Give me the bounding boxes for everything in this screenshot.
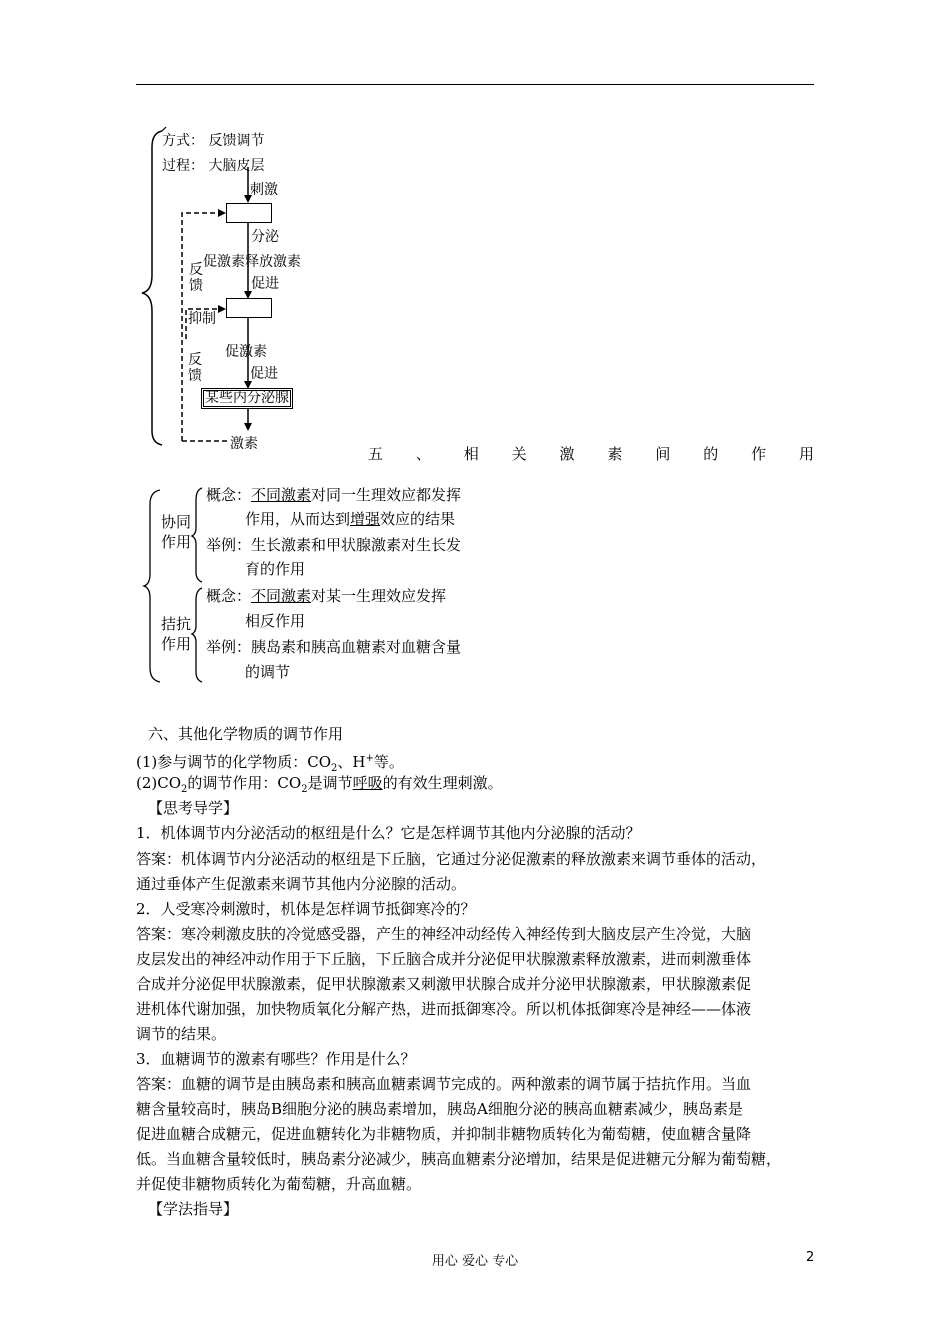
answer-2-line-1: 答案：寒冷刺激皮肤的冷觉感受器，产生的神经冲动经传入神经传到大脑皮层产生冷觉，大脑 — [136, 925, 752, 943]
synergy-concept-text-2b: 效应的结果 — [380, 510, 456, 528]
promote-label-1: 促进 — [251, 276, 279, 292]
antagonism-concept-line-1 — [206, 586, 446, 606]
item2-text-b: 的调节作用：CO — [187, 774, 302, 792]
question-1: 1．机体调节内分泌活动的枢纽是什么？它是怎样调节其他内分泌腺的活动？ — [136, 824, 641, 842]
synergy-label: 协同 作用 — [161, 513, 192, 551]
hypothalamus-box — [226, 203, 272, 223]
answer-1-line-1: 答案：机体调节内分泌活动的枢纽是下丘脑，它通过分泌促激素的释放激素来调节垂体的活动， — [136, 850, 767, 868]
answer-3-line-3: 促进血糖合成糖元，促进血糖转化为非糖物质，并抑制非糖物质转化为葡萄糖，使血糖含量降 — [136, 1125, 752, 1143]
synergy-example-line-2: 育的作用 — [245, 560, 306, 578]
answer-3-line-2: 糖含量较高时，胰岛B细胞分泌的胰岛素增加，胰岛A细胞分泌的胰高血糖素减少，胰岛素是 — [136, 1100, 743, 1118]
synergy-example-line-1: 举例：生长激素和甲状腺激素对生长发 — [206, 536, 462, 554]
header-rule — [136, 84, 814, 85]
concept-prefix: 概念： — [206, 587, 252, 605]
section-5-heading: 五、相关激素间的作用 — [368, 445, 814, 463]
item1-text-c: 等。 — [373, 753, 404, 771]
item2-underlined: 呼吸 — [352, 774, 383, 792]
item2-text-a: (2)CO — [136, 774, 182, 792]
question-2: 2．人受寒冷刺激时，机体是怎样调节抵御寒冷的？ — [136, 900, 476, 918]
synergy-concept-line-1 — [206, 485, 461, 505]
antagonism-example-line-1: 举例：胰岛素和胰高血糖素对血糖含量 — [206, 638, 462, 656]
subscript-2: 2 — [301, 784, 308, 795]
answer-2-line-4: 进机体代谢加强，加快物质氧化分解产热，进而抵御寒冷。所以机体抵御寒冷是神经——体液 — [136, 1000, 752, 1018]
secrete-label: 分泌 — [251, 229, 279, 245]
releasing-hormone-label: 促激素释放激素 — [203, 254, 301, 270]
inhibit-label: 抑制 — [188, 311, 216, 327]
item1-text-a: (1)参与调节的化学物质：CO — [136, 753, 332, 771]
synergy-concept-line-2 — [245, 509, 455, 529]
stimulate-label: 刺激 — [250, 182, 278, 198]
concept-prefix: 概念： — [206, 486, 252, 504]
think-heading: 【思考导学】 — [148, 799, 239, 817]
tropic-hormone-label: 促激素 — [225, 344, 267, 360]
answer-2-line-2: 皮层发出的神经冲动作用于下丘脑，下丘脑合成并分泌促甲状腺激素释放激素，进而刺激垂体 — [136, 950, 752, 968]
endocrine-gland-box: 某些内分泌腺 — [201, 388, 293, 409]
antagonism-example-line-2: 的调节 — [245, 663, 291, 681]
antagonism-concept-line-2: 相反作用 — [245, 612, 306, 630]
item2-text-d: 的有效生理刺激。 — [382, 774, 503, 792]
footer-motto: 用心 爱心 专心 — [431, 1254, 519, 1269]
antagonism-concept-underlined: 不同激素 — [251, 587, 312, 605]
superscript-plus: + — [365, 753, 374, 764]
answer-3-line-1: 答案：血糖的调节是由胰岛素和胰高血糖素调节完成的。两种激素的调节属于拮抗作用。当血 — [136, 1075, 752, 1093]
synergy-concept-text: 对同一生理效应都发挥 — [311, 486, 462, 504]
feedback-label-1: 反 馈 — [189, 262, 203, 294]
section-6-item-2 — [136, 773, 503, 800]
synergy-concept-underlined: 不同激素 — [251, 486, 312, 504]
item2-text-c: 是调节 — [307, 774, 353, 792]
hormone-label: 激素 — [230, 436, 258, 452]
antagonism-label: 拮抗 作用 — [161, 615, 192, 653]
synergy-concept-underlined-2: 增强 — [350, 510, 381, 528]
method-label: 方式： 反馈调节 — [162, 133, 265, 149]
item1-text-b: 、H — [337, 753, 366, 771]
page-number: 2 — [806, 1250, 815, 1265]
question-3: 3．血糖调节的激素有哪些？作用是什么？ — [136, 1050, 416, 1068]
subscript-2: 2 — [331, 763, 338, 774]
answer-3-line-5: 并促使非糖物质转化为葡萄糖，升高血糖。 — [136, 1175, 422, 1193]
antagonism-concept-text: 对某一生理效应发挥 — [311, 587, 447, 605]
process-label: 过程： 大脑皮层 — [162, 158, 265, 174]
pituitary-box — [226, 298, 272, 318]
answer-2-line-5: 调节的结果。 — [136, 1025, 227, 1043]
promote-label-2: 促进 — [250, 366, 278, 382]
synergy-concept-text-2a: 作用，从而达到 — [245, 510, 351, 528]
section-6-heading: 六、其他化学物质的调节作用 — [148, 725, 344, 743]
subscript-2: 2 — [181, 784, 188, 795]
feedback-label-2: 反 馈 — [188, 352, 202, 384]
answer-1-line-2: 通过垂体产生促激素来调节其他内分泌腺的活动。 — [136, 875, 467, 893]
answer-2-line-3: 合成并分泌促甲状腺激素，促甲状腺激素又刺激甲状腺合成并分泌甲状腺激素，甲状腺激素促 — [136, 975, 752, 993]
method-guide-heading: 【学法指导】 — [148, 1200, 239, 1218]
answer-3-line-4: 低。当血糖含量较低时，胰岛素分泌减少，胰高血糖素分泌增加，结果是促进糖元分解为葡萄糖， — [136, 1150, 782, 1168]
